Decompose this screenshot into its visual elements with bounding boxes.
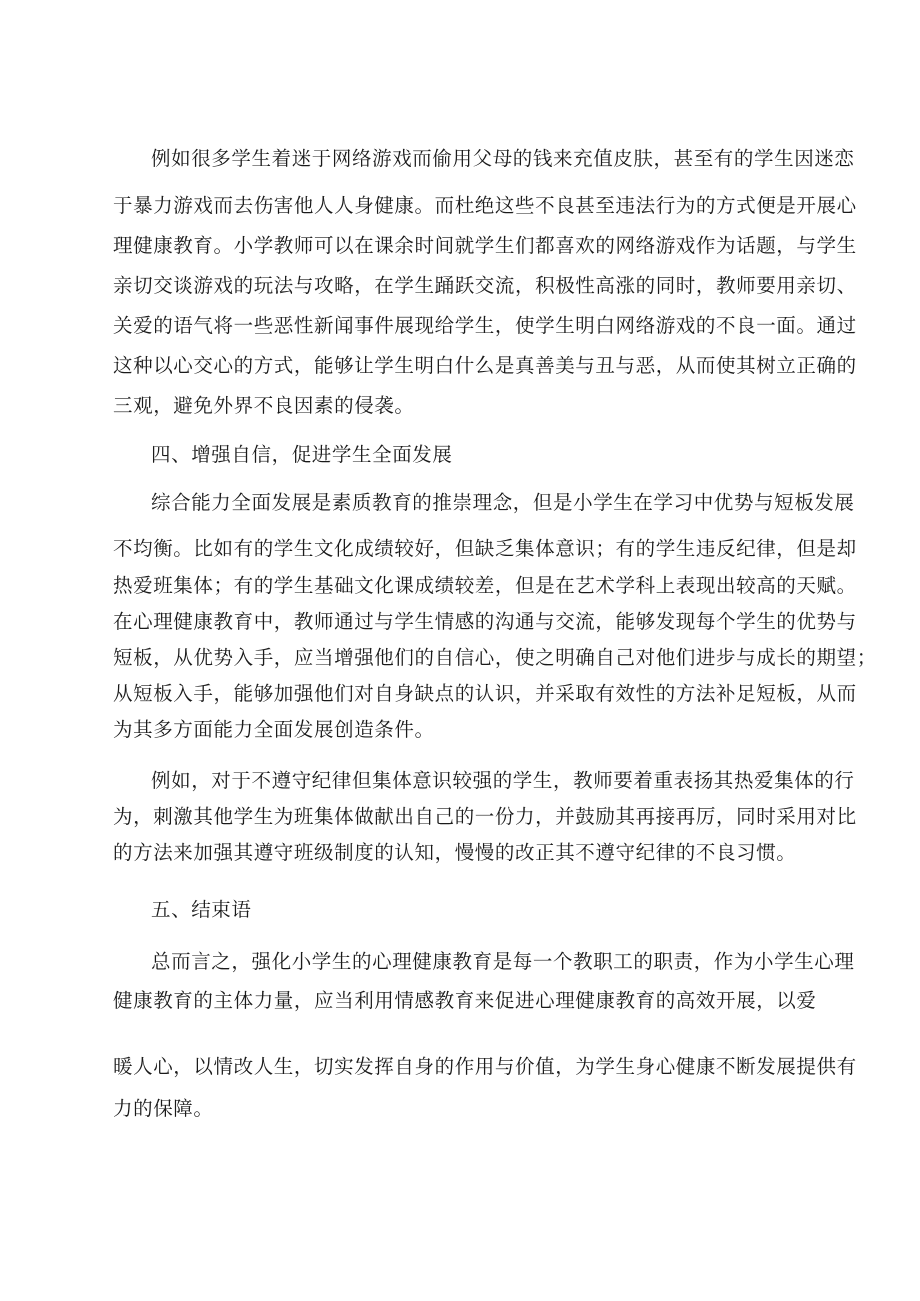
text-line: 总而言之，强化小学生的心理健康教育是每一个教职工的职责，作为小学生心理 [151, 950, 855, 973]
text-line: 关爱的语气将一些恶性新闻事件展现给学生，使学生明白网络游戏的不良一面。通过 [113, 314, 857, 337]
text-line: 这种以心交心的方式，能够让学生明白什么是真善美与丑与恶，从而使其树立正确的 [113, 354, 857, 377]
section-heading: 四、增强自信，促进学生全面发展 [151, 443, 453, 466]
text-line: 为，刺激其他学生为班集体做献出自己的一份力，并鼓励其再接再厉，同时采用对比 [113, 805, 857, 828]
text-line: 短板，从优势入手，应当增强他们的自信心，使之明确自己对他们进步与成长的期望； [113, 646, 877, 669]
text-line: 在心理健康教育中，教师通过与学生情感的沟通与交流，能够发现每个学生的优势与 [113, 610, 857, 633]
text-line: 综合能力全面发展是素质教育的推崇理念，但是小学生在学习中优势与短板发展 [151, 491, 855, 514]
text-line: 力的保障。 [113, 1097, 214, 1120]
text-line: 健康教育的主体力量，应当利用情感教育来促进心理健康教育的高效开展，以爱 [113, 989, 817, 1012]
text-line: 三观，避免外界不良因素的侵袭。 [113, 394, 415, 417]
text-line: 例如很多学生着迷于网络游戏而偷用父母的钱来充值皮肤，甚至有的学生因迷恋 [151, 147, 855, 170]
text-line: 暖人心，以情改人生，切实发挥自身的作用与价值，为学生身心健康不断发展提供有 [113, 1055, 857, 1078]
text-line: 例如，对于不遵守纪律但集体意识较强的学生，教师要着重表扬其热爱集体的行 [151, 769, 855, 792]
text-line: 不均衡。比如有的学生文化成绩较好，但缺乏集体意识；有的学生违反纪律，但是却 [113, 537, 857, 560]
text-line: 从短板入手，能够加强他们对自身缺点的认识，并采取有效性的方法补足短板，从而 [113, 682, 857, 705]
text-line: 热爱班集体；有的学生基础文化课成绩较差，但是在艺术学科上表现出较高的天赋。 [113, 574, 857, 597]
text-line: 于暴力游戏而去伤害他人人身健康。而杜绝这些不良甚至违法行为的方式便是开展心 [113, 194, 857, 217]
text-line: 的方法来加强其遵守班级制度的认知，慢慢的改正其不遵守纪律的不良习惯。 [113, 841, 797, 864]
text-line: 亲切交谈游戏的玩法与攻略，在学生踊跃交流，积极性高涨的同时，教师要用亲切、 [113, 274, 857, 297]
section-heading: 五、结束语 [151, 898, 252, 921]
text-line: 理健康教育。小学教师可以在课余时间就学生们都喜欢的网络游戏作为话题，与学生 [113, 234, 857, 257]
text-line: 为其多方面能力全面发展创造条件。 [113, 718, 435, 741]
